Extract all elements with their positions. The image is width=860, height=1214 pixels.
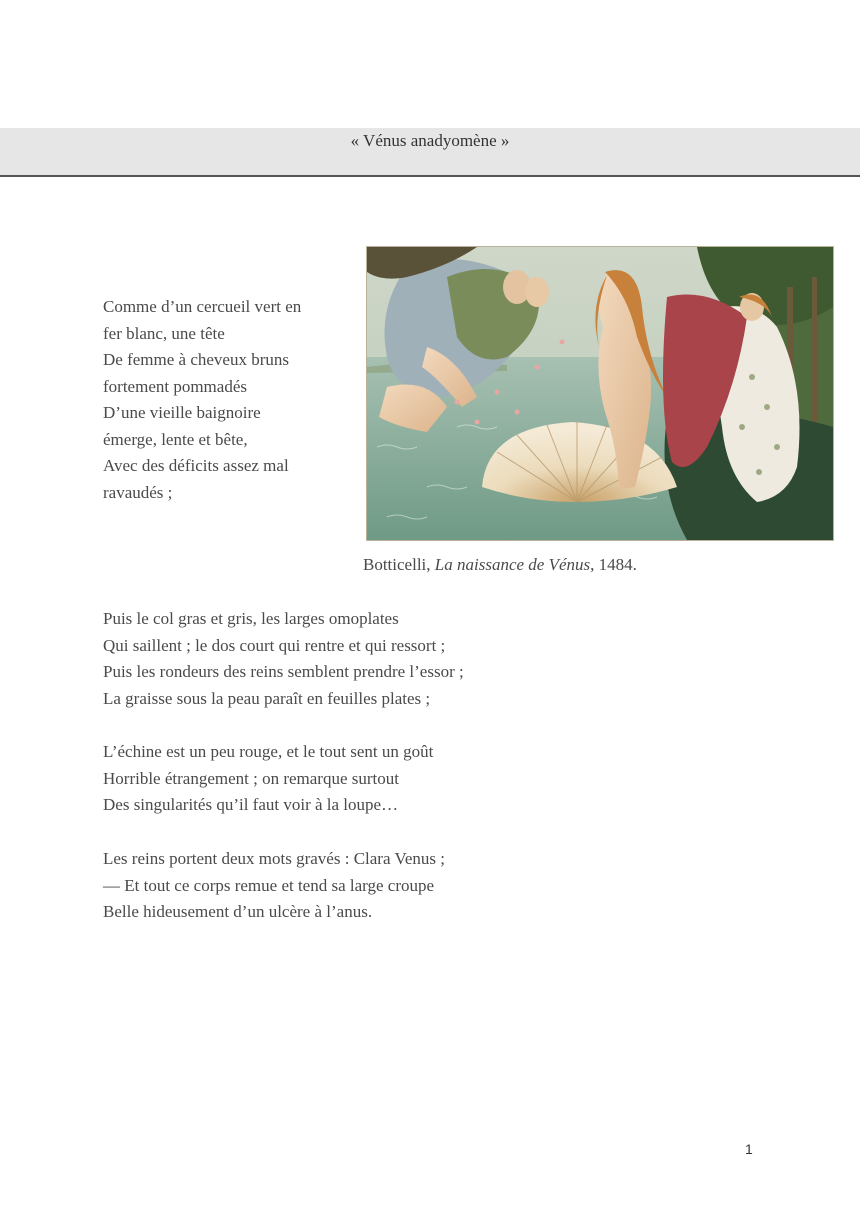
poem-line: fortement pommadés <box>103 376 247 396</box>
stanza-3 <box>103 739 433 819</box>
caption-title: La naissance de Vénus <box>434 555 591 574</box>
poem-line: ravaudés ; <box>103 482 173 502</box>
poem-line: Comme d’un cercueil vert en <box>103 297 302 316</box>
poem-line: Avec des déficits assez mal <box>103 456 289 475</box>
poem-line: De femme à cheveux bruns <box>103 350 289 369</box>
poem-title: « Vénus anadyomène » <box>350 131 510 150</box>
poem-line: fer blanc, une tête <box>103 323 225 343</box>
page-number: 1 <box>745 1141 753 1157</box>
poem-line: Horrible étrangement ; on remarque surtout <box>103 768 399 788</box>
poem-line: — Et tout ce corps remue et tend sa large croupe <box>103 875 435 895</box>
painting-image <box>366 246 834 541</box>
caption-artist: Botticelli, <box>363 555 435 574</box>
caption-year: , 1484. <box>590 555 637 574</box>
poem-line: Puis le col gras et gris, les larges omoplates <box>103 609 399 628</box>
poem-line: Qui saillent ; le dos court qui rentre et qui ressort ; <box>103 635 446 655</box>
poem-line: émerge, lente et bête, <box>103 429 248 449</box>
poem-line: La graisse sous la peau paraît en feuilles plates ; <box>103 688 431 708</box>
poem-line: Belle hideusement d’un ulcère à l’anus. <box>103 902 373 921</box>
poem-line: Les reins portent deux mots gravés : Clara Venus ; <box>103 849 445 868</box>
poem-line: D’une vieille baignoire <box>103 403 261 422</box>
painting-caption <box>363 555 637 575</box>
stanza-1 <box>103 294 301 506</box>
poem-line: Des singularités qu’il faut voir à la loupe… <box>103 795 399 814</box>
stanza-4 <box>103 846 445 926</box>
poem-line: L’échine est un peu rouge, et le tout sent un goût <box>103 742 434 761</box>
poem-line: Puis les rondeurs des reins semblent prendre l’essor ; <box>103 662 464 681</box>
stanza-2 <box>103 606 464 712</box>
